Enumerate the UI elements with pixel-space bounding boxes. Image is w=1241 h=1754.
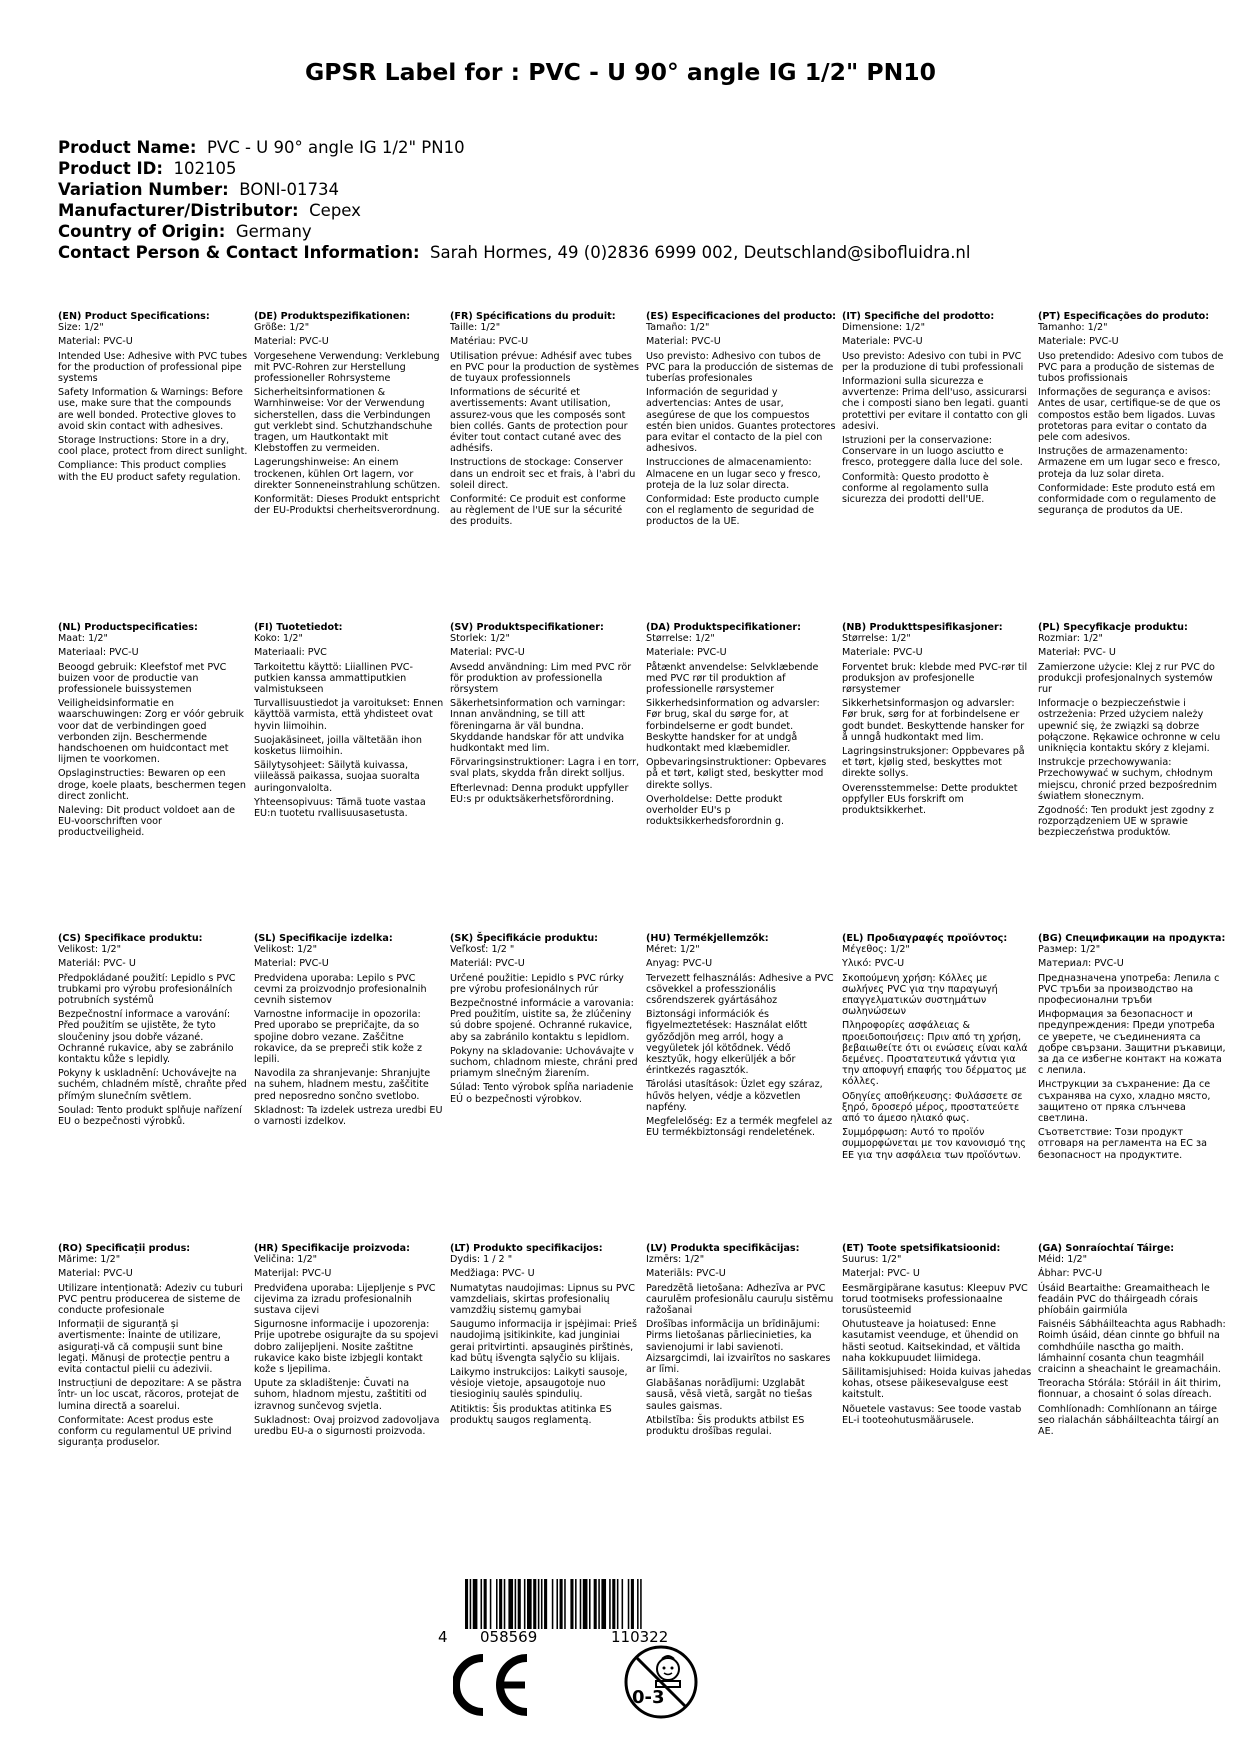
- spec-line: Material: PVC-U: [254, 336, 329, 348]
- spec-block: [58, 1243, 248, 1451]
- info-key: Variation Number:: [58, 180, 229, 199]
- info-country-of-origin: [58, 221, 1208, 242]
- spec-line: Dimensione: 1/2": [842, 322, 926, 334]
- spec-line: Suojakäsineet, joilla vältetään ihon kosketus liimoihin.: [254, 734, 422, 758]
- spec-line: Naleving: Dit product voldoet aan de EU-voorschriften voor productveiligheid.: [58, 805, 235, 839]
- spec-line: Material: PVC-U: [646, 336, 721, 348]
- spec-line: Glabāšanas norādījumi: Uzglabāt sausā, vēsā vietā, sargāt no tiešas saules gaismas.: [646, 1378, 813, 1412]
- info-value: PVC - U 90° angle IG 1/2" PN10: [206, 138, 465, 157]
- spec-line: Suurus: 1/2": [842, 1254, 902, 1266]
- spec-line: Soulad: Tento produkt splňuje nařízení EU o bezpečnosti výrobků.: [58, 1104, 242, 1128]
- spec-line: Numatytas naudojimas: Lipnus su PVC vamzdeliais, skirtas profesionalių vamzdžių sistemų gamybai: [450, 1282, 635, 1317]
- spec-line: Sigurnosne informacije i upozorenja: Prije upotrebe osigurajte da su spojevi dobro zalijepljeni. Nosite zaštitne rukavice kako biste izbjegli kontakt kože s ljepilima.: [254, 1319, 439, 1376]
- spec-line: Storlek: 1/2": [450, 633, 510, 645]
- info-value: 102105: [173, 159, 237, 178]
- spec-line: Materjal: PVC- U: [842, 1268, 920, 1280]
- spec-line: Instrucciones de almacenamiento: Almacene en un lugar seco y fresco, proteja de la luz solar directa.: [646, 457, 821, 491]
- spec-line: Tamanho: 1/2": [1038, 322, 1108, 334]
- spec-line: Medžiaga: PVC- U: [450, 1268, 535, 1280]
- spec-line: Utilizare intenționată: Adeziv cu tuburi PVC pentru producerea de sisteme de conducte profesionale: [58, 1282, 243, 1317]
- spec-line: Biztonsági információk és figyelmeztetések: Használat előtt győződjön meg arról, hogy a vegyületek jól kötődnek. Védő kesztyűk, hogy elkerüljék a bőr érintkezés ragasztók.: [646, 1009, 808, 1077]
- svg-text:0-3: 0-3: [632, 1687, 665, 1708]
- spec-line: Инструкции за съхранение: Да се съхранява на сухо, хладно място, защитено от пряка слънчева светлина.: [1038, 1079, 1211, 1125]
- spec-line: Conformidad: Este producto cumple con el reglamento de seguridad de productos de la UE.: [646, 494, 819, 528]
- spec-line: Materiaal: PVC-U: [58, 647, 139, 659]
- spec-line: Sikkerhedsinformation og advarsler: Før brug, skal du sørge for, at forbindelserne er godt bundet. Beskytte handsker for at undgå hudkontakt med klæbemidler.: [646, 698, 820, 755]
- spec-line: Overensstemmelse: Dette produktet oppfyller EUs forskrift om produktsikkerhet.: [842, 782, 1018, 817]
- spec-block: [842, 622, 1032, 819]
- spec-line: Určené použitie: Lepidlo s PVC rúrky pre výrobu profesionálnych rúr: [450, 972, 624, 995]
- spec-heading: (SK) Špecifikácie produktu:: [450, 933, 599, 944]
- spec-line: Säkerhetsinformation och varningar: Innan användning, se till att föreningarna är väl bundna. Skyddande handskar för att undvika hudkontakt med lim.: [450, 698, 626, 755]
- spec-line: Информация за безопасност и предупреждения: Преди употреба се уверете, че съединенията са добре свързани. Защитни ръкавици, за да се избегне контакт на кожата с лепила.: [1038, 1009, 1226, 1077]
- info-value: Germany: [235, 222, 312, 241]
- spec-line: Uso previsto: Adesivo con tubi in PVC per la produzione di tubi professionali: [842, 350, 1024, 373]
- spec-line: Förvaringsinstruktioner: Lagra i en torr, sval plats, skydda från direkt solljus.: [450, 757, 640, 780]
- spec-line: Πληροφορίες ασφάλειας & προειδοποιήσεις: Πριν από τη χρήση, βεβαιωθείτε ότι οι ενώσεις είναι καλά δεμένες. Προστατευτικά γάντια για την αποφυγή επαφής του δέρματος με κόλλες.: [842, 1020, 1028, 1088]
- spec-block: [1038, 1243, 1228, 1440]
- spec-line: Zgodność: Ten produkt jest zgodny z rozporządzeniem UE w sprawie bezpieczeństwa produktów.: [1038, 805, 1214, 839]
- spec-line: Съответствие: Този продукт отговаря на регламента на ЕС за безопасност на продуктите.: [1038, 1127, 1207, 1161]
- spec-line: Materiale: PVC-U: [842, 647, 923, 659]
- spec-line: Materiāls: PVC-U: [646, 1268, 726, 1280]
- spec-line: Materiale: PVC-U: [646, 647, 727, 659]
- spec-line: Påtænkt anvendelse: Selvklæbende med PVC rør til produktion af professionelle rørsystemer: [646, 661, 819, 696]
- spec-line: Material: PVC-U: [450, 647, 525, 659]
- spec-line: Säilitamisjuhised: Hoida kuivas jahedas kohas, otsese päikesevalguse eest kaitstult.: [842, 1367, 1032, 1401]
- spec-line: Avsedd användning: Lim med PVC rör för produktion av professionella rörsystem: [450, 661, 632, 696]
- barcode: [465, 1579, 701, 1629]
- spec-line: Skladnost: Ta izdelek ustreza uredbi EU o varnosti izdelkov.: [254, 1104, 443, 1128]
- spec-line: Instrucțiuni de depozitare: A se păstra într- un loc uscat, răcoros, protejat de lumina directă a soarelui.: [58, 1378, 242, 1412]
- spec-line: Forventet bruk: klebde med PVC-rør til produksjon av profesjonelle rørsystemer: [842, 661, 1028, 696]
- spec-block: [58, 311, 248, 486]
- spec-line: Size: 1/2": [58, 322, 104, 334]
- spec-line: Størrelse: 1/2": [842, 633, 911, 645]
- ce-mark-icon: [453, 1654, 533, 1716]
- spec-line: Taille: 1/2": [450, 322, 501, 334]
- spec-line: Predvidena uporaba: Lepilo s PVC cevmi za proizvodnjo profesionalnih cevnih sistemov: [254, 972, 427, 1007]
- spec-line: Bezpečnostné informácie a varovania: Pred použitím, uistite sa, že zlúčeniny sú dobre spojené. Ochranné rukavice, aby sa zabránilo kontaktu s lepidlom.: [450, 998, 634, 1043]
- spec-line: Compliance: This product complies with the EU product safety regulation.: [58, 460, 241, 483]
- spec-line: Overholdelse: Dette produkt overholder EU's p roduktsikkerhedsforordnin g.: [646, 793, 785, 828]
- spec-block: [1038, 622, 1228, 842]
- spec-heading: (NL) Productspecificaties:: [58, 622, 198, 633]
- spec-line: Uso previsto: Adhesivo con tubos de PVC para la producción de sistemas de tuberías profesionales: [646, 350, 834, 385]
- spec-line: Paredzētā lietošana: Adhezīva ar PVC caurulēm profesionālu cauruļu sistēmu ražošanai: [646, 1282, 834, 1317]
- spec-line: Upute za skladištenje: Čuvati na suhom, hladnom mjestu, zaštititi od izravnog sunčevog svjetla.: [254, 1378, 427, 1412]
- spec-line: Lagringsinstruksjoner: Oppbevares på et tørt, kjølig sted, beskyttes mot direkte sollys.: [842, 746, 1025, 780]
- spec-line: Atbilstība: Šis produkts atbilst ES produktu drošības regulai.: [646, 1414, 805, 1438]
- barcode-right-group: 110322: [611, 1628, 669, 1646]
- info-manufacturer: [58, 200, 1208, 221]
- spec-block: [254, 1243, 444, 1440]
- info-value: BONI-01734: [239, 180, 339, 199]
- spec-line: Maat: 1/2": [58, 633, 108, 645]
- spec-heading: (BG) Спецификации на продукта:: [1038, 933, 1226, 944]
- spec-line: Varnostne informacije in opozorila: Pred uporabo se prepričajte, da so spojine dobro vezane. Zaščitne rokavice, da se prepreči stik kože z lepili.: [254, 1009, 423, 1066]
- info-product-name: [58, 137, 1208, 158]
- spec-line: Laikymo instrukcijos: Laikyti sausoje, vėsioje vietoje, apsaugotoje nuo tiesioginių saulės spindulių.: [450, 1367, 628, 1401]
- spec-heading: (HR) Specifikacije proizvoda:: [254, 1243, 410, 1254]
- spec-line: Conformidade: Este produto está em conformidade com o regulamento de segurança de produtos da UE.: [1038, 482, 1217, 517]
- spec-heading: (LV) Produkta specifikācijas:: [646, 1243, 800, 1254]
- spec-line: Veličina: 1/2": [254, 1254, 318, 1266]
- spec-line: Informazioni sulla sicurezza e avvertenze: Prima dell'uso, assicurarsi che i composti siano ben legati. guanti protettivi per evitare il contatto con gli adesivi.: [842, 376, 1029, 432]
- spec-line: Zamierzone użycie: Klej z rur PVC do produkcji profesjonalnych systemów rur: [1038, 661, 1215, 696]
- spec-line: Informații de siguranță și avertismente: Înainte de utilizare, asigurați-vă că compușii sunt bine legați. Mănuși de protecție pentru a evita contactul pielii cu adezivii.: [58, 1319, 230, 1376]
- spec-line: Sukladnost: Ovaj proizvod zadovoljava uredbu EU-a o sigurnosti proizvoda.: [254, 1414, 440, 1438]
- spec-block: [450, 311, 640, 531]
- page-title: GPSR Label for : PVC - U 90° angle IG 1/2" PN10: [304, 58, 937, 86]
- spec-line: Størrelse: 1/2": [646, 633, 715, 645]
- spec-line: Materiał: PVC- U: [1038, 647, 1116, 659]
- spec-block: [254, 933, 444, 1130]
- spec-line: Opbevaringsinstruktioner: Opbevares på et tørt, køligt sted, beskytter mod direkte sollys.: [646, 757, 827, 791]
- spec-line: Tárolási utasítások: Üzlet egy száraz, hűvös helyen, védje a közvetlen napfény.: [646, 1079, 823, 1113]
- spec-block: [450, 933, 640, 1108]
- spec-line: Navodila za shranjevanje: Shranjujte na suhem, hladnem mestu, zaščitite pred neposredno sončno svetlobo.: [254, 1068, 431, 1102]
- spec-line: Velikost: 1/2": [254, 944, 318, 956]
- spec-line: Informações de segurança e avisos: Antes de usar, certifique-se de que os compostos estão bem ligados. Luvas protetoras para evitar o contato da pele com adesivos.: [1038, 387, 1221, 444]
- spec-line: Pokyny na skladovanie: Uchovávajte v suchom, chladnom mieste, chráni pred priamym slnečným žiarením.: [450, 1045, 638, 1080]
- spec-line: Megfelelőség: Ez a termék megfelel az EU termékbiztonsági rendeletének.: [646, 1116, 833, 1139]
- spec-line: Saugumo informacija ir įspėjimai: Prieš naudojimą įsitikinkite, kad junginiai gerai pritvirtinti. apsauginės pirštinės, kad būtų išvengta sąlyčio su klijais.: [450, 1319, 637, 1364]
- product-info: [58, 137, 1208, 263]
- spec-line: Ábhar: PVC-U: [1038, 1268, 1103, 1280]
- spec-line: Méret: 1/2": [646, 944, 700, 956]
- spec-block: [646, 311, 836, 531]
- spec-line: Velikost: 1/2": [58, 944, 122, 956]
- spec-line: Material: PVC-U: [58, 1268, 133, 1280]
- spec-heading: (ET) Toote spetsifikatsioonid:: [842, 1243, 1001, 1254]
- spec-line: Οδηγίες αποθήκευσης: Φυλάσσετε σε ξηρό, δροσερό μέρος, προστατεύετε από το άμεσο ηλιακό φως.: [842, 1090, 1023, 1125]
- spec-heading: (SV) Produktspecifikationer:: [450, 622, 604, 633]
- spec-heading: (LT) Produkto specifikacijos:: [450, 1243, 603, 1254]
- spec-line: Ohutusteave ja hoiatused: Enne kasutamist veenduge, et ühendid on hästi seotud. Kaitsekindad, et vältida naha kokkupuudet liimidega.: [842, 1319, 1021, 1364]
- spec-line: Matériau: PVC-U: [450, 336, 529, 348]
- spec-line: Utilisation prévue: Adhésif avec tubes en PVC pour la production de systèmes de tuyaux professionnels: [450, 350, 639, 385]
- spec-block: [646, 1243, 836, 1440]
- spec-line: Μέγεθος: 1/2": [842, 944, 910, 956]
- spec-block: [58, 933, 248, 1130]
- spec-line: Konformität: Dieses Produkt entspricht der EU-Produktsi cherheitsverordnung.: [254, 494, 440, 517]
- spec-line: Informations de sécurité et avertissements: Avant utilisation, assurez-vous que les composés sont bien collés. Gants de protection pour éviter tout contact cutané avec des adhésifs.: [450, 387, 628, 455]
- spec-block: [842, 311, 1032, 508]
- spec-line: Atitiktis: Šis produktas atitinka ES produktų saugos reglamentą.: [450, 1403, 612, 1426]
- spec-block: [58, 622, 248, 842]
- spec-line: Tarkoitettu käyttö: Liiallinen PVC-putkien kanssa ammattiputkien valmistukseen: [254, 661, 413, 696]
- spec-line: Conformità: Questo prodotto è conforme al regolamento sulla sicurezza dei prodotti dell'UE.: [842, 471, 989, 506]
- spec-heading: (IT) Specifiche del prodotto:: [842, 311, 995, 322]
- barcode-first-digit: 4: [438, 1628, 448, 1646]
- spec-block: [1038, 311, 1228, 519]
- info-key: Country of Origin:: [58, 222, 226, 241]
- spec-line: Súlad: Tento výrobok spĺňa nariadenie EÚ o bezpečnosti výrobkov.: [450, 1082, 634, 1105]
- spec-heading: (FI) Tuotetiedot:: [254, 622, 343, 633]
- spec-line: Intended Use: Adhesive with PVC tubes for the production of professional pipe systems: [58, 350, 248, 385]
- spec-heading: (ES) Especificaciones del producto:: [646, 311, 837, 322]
- info-key: Manufacturer/Distributor:: [58, 201, 299, 220]
- spec-heading: (EL) Προδιαγραφές προϊόντος:: [842, 933, 1008, 944]
- spec-block: [254, 311, 444, 519]
- spec-heading: (NB) Produkttspesifikasjoner:: [842, 622, 1003, 633]
- spec-line: Размер: 1/2": [1038, 944, 1101, 956]
- spec-line: Instructions de stockage: Conserver dans un endroit sec et frais, à l'abri du soleil direct.: [450, 457, 636, 491]
- info-product-id: [58, 158, 1208, 179]
- spec-line: Uso pretendido: Adesivo com tubos de PVC para a produção de sistemas de tubos profissionais: [1038, 350, 1224, 385]
- spec-line: Σκοπούμενη χρήση: Κόλλες με σωλήνες PVC για την παραγωγή επαγγελματικών συστημάτων σωληνώσεων: [842, 972, 998, 1018]
- spec-line: Veľkosť: 1/2 ": [450, 944, 515, 956]
- spec-line: Comhlíonadh: Comhlíonann an táirge seo rialachán sábháilteachta táirgí an AE.: [1038, 1403, 1219, 1438]
- spec-line: Beoogd gebruik: Kleefstof met PVC buizen voor de productie van professionele buissystemen: [58, 661, 227, 696]
- spec-line: Turvallisuustiedot ja varoitukset: Ennen käyttöä varmista, että yhdisteet ovat hyvin liimoihin.: [254, 698, 444, 732]
- spec-line: Υλικό: PVC-U: [842, 958, 905, 970]
- spec-line: Faisnéis Sábháilteachta agus Rabhadh: Roimh úsáid, déan cinnte go bhfuil na comhdhúile nasctha go maith. lámhainní cosanta chun teagmháil craicinn a sheachaint le greamacháin.: [1038, 1319, 1226, 1376]
- spec-line: Conformité: Ce produit est conforme au règlement de l'UE sur la sécurité des produits.: [450, 494, 626, 528]
- spec-line: Předpokládané použití: Lepidlo s PVC trubkami pro výrobu profesionálních potrubních systémů: [58, 972, 236, 1007]
- spec-block: [646, 933, 836, 1141]
- spec-line: Bezpečnostní informace a varování: Před použitím se ujistěte, že tyto sloučeniny jsou dobře vázané. Ochranné rukavice, aby se zabránilo kontaktu kůže s lepidly.: [58, 1009, 234, 1066]
- spec-line: Anyag: PVC-U: [646, 958, 713, 970]
- spec-heading: (EN) Product Specifications:: [58, 311, 210, 322]
- info-key: Product ID:: [58, 159, 163, 178]
- spec-block: [842, 933, 1032, 1164]
- spec-line: Predviđena uporaba: Lijepljenje s PVC cijevima za izradu profesionalnih sustava cijevi: [254, 1282, 436, 1317]
- info-key: Contact Person & Contact Information:: [58, 243, 420, 262]
- spec-line: Úsáid Beartaithe: Greamaitheach le feadáin PVC do tháirgeadh córais phíobáin gairmiúla: [1038, 1282, 1210, 1317]
- spec-line: Material: PVC-U: [254, 958, 329, 970]
- spec-line: Sikkerhetsinformasjon og advarsler: Før bruk, sørg for at forbindelsene er godt bundet. Beskyttende hansker for å unngå hudkontakt med lim.: [842, 698, 1025, 743]
- spec-line: Dydis: 1 / 2 ": [450, 1254, 513, 1266]
- spec-line: Materiale: PVC-U: [842, 336, 923, 348]
- spec-line: Nõuetele vastavus: See toode vastab EL-i tooteohutusmäärusele.: [842, 1403, 1022, 1426]
- spec-line: Größe: 1/2": [254, 322, 310, 334]
- spec-line: Efterlevnad: Denna produkt uppfyller EU:s pr oduktsäkerhetsförordning.: [450, 782, 629, 805]
- spec-line: Vorgesehene Verwendung: Verklebung mit PVC-Rohren zur Herstellung professioneller Rohrsysteme: [254, 350, 440, 385]
- spec-line: Información de seguridad y advertencias: Antes de usar, asegúrese de que los compuestos estén bien unidos. Guantes protectores para evitar el contacto de la piel con adhesivos.: [646, 387, 836, 455]
- spec-line: Mărime: 1/2": [58, 1254, 121, 1266]
- info-value: Sarah Hormes, 49 (0)2836 6999 002, Deutschland@sibofluidra.nl: [430, 243, 971, 262]
- spec-block: [450, 1243, 640, 1429]
- spec-line: Materiaali: PVC: [254, 647, 327, 659]
- spec-line: Συμμόρφωση: Αυτό το προϊόν συμμορφώνεται με τον κανονισμό της ΕΕ για την ασφάλεια των προϊόντων.: [842, 1127, 1026, 1161]
- spec-block: [1038, 933, 1228, 1164]
- spec-line: Material: PVC-U: [58, 336, 133, 348]
- spec-line: Sicherheitsinformationen & Warnhinweise: Vor der Verwendung sicherstellen, dass die Verbindungen gut verklebt sind. Schutzhandschuhe tragen, um Hautkontakt mit Klebstoffen zu vermeiden.: [254, 387, 433, 455]
- spec-block: [842, 1243, 1032, 1429]
- spec-line: Yhteensopivuus: Tämä tuote vastaa EU:n tuotetu rvallisuusasetusta.: [254, 796, 426, 820]
- spec-line: Drošības informācija un brīdinājumi: Pirms lietošanas pārliecinieties, ka savienojumi ir labi savienoti. Aizsargcimdi, lai izvairītos no saskares ar līmi.: [646, 1319, 831, 1376]
- barcode-digits: [0, 1628, 1241, 1648]
- spec-heading: (PL) Specyfikacje produktu:: [1038, 622, 1188, 633]
- spec-line: Storage Instructions: Store in a dry, cool place, protect from direct sunlight.: [58, 435, 248, 458]
- spec-line: Материал: PVC-U: [1038, 958, 1124, 970]
- spec-line: Tervezett felhasználás: Adhesive a PVC csövekkel a professzionális csőrendszerek gyártásához: [646, 972, 834, 1007]
- not-for-children-0-3-icon: [622, 1643, 700, 1721]
- spec-line: Conformitate: Acest produs este conform cu regulamentul UE privind siguranța produselor.: [58, 1414, 232, 1449]
- info-key: Product Name:: [58, 138, 197, 157]
- spec-line: Materiál: PVC-U: [450, 958, 525, 970]
- spec-line: Izmērs: 1/2": [646, 1254, 705, 1266]
- spec-heading: (RO) Specificații produs:: [58, 1243, 191, 1254]
- spec-line: Opslaginstructies: Bewaren op een droge, koele plaats, beschermen tegen direct zonlicht.: [58, 768, 246, 802]
- spec-heading: (SL) Specifikacije izdelka:: [254, 933, 393, 944]
- spec-line: Materiale: PVC-U: [1038, 336, 1119, 348]
- spec-line: Eesmärgipärane kasutus: Kleepuv PVC torud tootmiseks professionaalne torusüsteemid: [842, 1282, 1028, 1317]
- spec-line: Lagerungshinweise: An einem trockenen, kühlen Ort lagern, vor direkter Sonneneinstrahlung schützen.: [254, 457, 441, 491]
- spec-heading: (HU) Termékjellemzők:: [646, 933, 769, 944]
- barcode-left-group: 058569: [480, 1628, 538, 1646]
- spec-heading: (PT) Especificações do produto:: [1038, 311, 1210, 322]
- spec-line: Veiligheidsinformatie en waarschuwingen: Zorg er vóór gebruik voor dat de verbindingen goed verbonden zijn. Beschermende handschoenen om huidcontact met lijmen te voorkomen.: [58, 698, 244, 766]
- info-variation-number: [58, 179, 1208, 200]
- spec-line: Instruções de armazenamento: Armazene em um lugar seco e fresco, proteja da luz solar direta.: [1038, 446, 1221, 480]
- spec-line: Rozmiar: 1/2": [1038, 633, 1103, 645]
- spec-line: Tamaño: 1/2": [646, 322, 710, 334]
- info-value: Cepex: [309, 201, 361, 220]
- spec-line: Materijal: PVC-U: [254, 1268, 332, 1280]
- spec-line: Istruzioni per la conservazione: Conservare in un luogo asciutto e fresco, proteggere dalla luce del sole.: [842, 435, 1023, 469]
- spec-line: Materiál: PVC- U: [58, 958, 136, 970]
- spec-block: [646, 622, 836, 830]
- spec-line: Säilytysohjeet: Säilytä kuivassa, viileässä paikassa, suojaa suoralta auringonvalolta.: [254, 760, 420, 794]
- spec-line: Koko: 1/2": [254, 633, 303, 645]
- spec-heading: (CS) Specifikace produktu:: [58, 933, 203, 944]
- spec-line: Safety Information & Warnings: Before use, make sure that the compounds are well bonded. Protective gloves to avoid skin contact with adhesives.: [58, 387, 243, 432]
- spec-heading: (FR) Spécifications du produit:: [450, 311, 616, 322]
- spec-heading: (GA) Sonraíochtaí Táirge:: [1038, 1243, 1175, 1254]
- spec-line: Informacje o bezpieczeństwie i ostrzeżenia: Przed użyciem należy upewnić się, że związki są dobrze połączone. Rękawice ochronne w celu uniknięcia kontaktu skóry z klejami.: [1038, 698, 1221, 755]
- spec-heading: (DE) Produktspezifikationen:: [254, 311, 411, 322]
- spec-block: [254, 622, 444, 822]
- spec-heading: (DA) Produktspecifikationer:: [646, 622, 801, 633]
- spec-line: Pokyny k uskladnění: Uchovávejte na suchém, chladném místě, chraňte před přímým slunečním světlem.: [58, 1068, 247, 1102]
- info-contact: [58, 242, 1208, 263]
- spec-line: Méid: 1/2": [1038, 1254, 1088, 1266]
- spec-block: [450, 622, 640, 808]
- spec-line: Предназначена употреба: Лепила с PVC тръби за производство на професионални тръби: [1038, 972, 1220, 1007]
- spec-line: Instrukcje przechowywania: Przechowywać w suchym, chłodnym miejscu, chronić przed bezpośrednim światłem słonecznym.: [1038, 757, 1217, 802]
- spec-line: Treoracha Stórála: Stóráil in áit thirim, fionnuar, a chosaint ó solas díreach.: [1038, 1378, 1222, 1401]
